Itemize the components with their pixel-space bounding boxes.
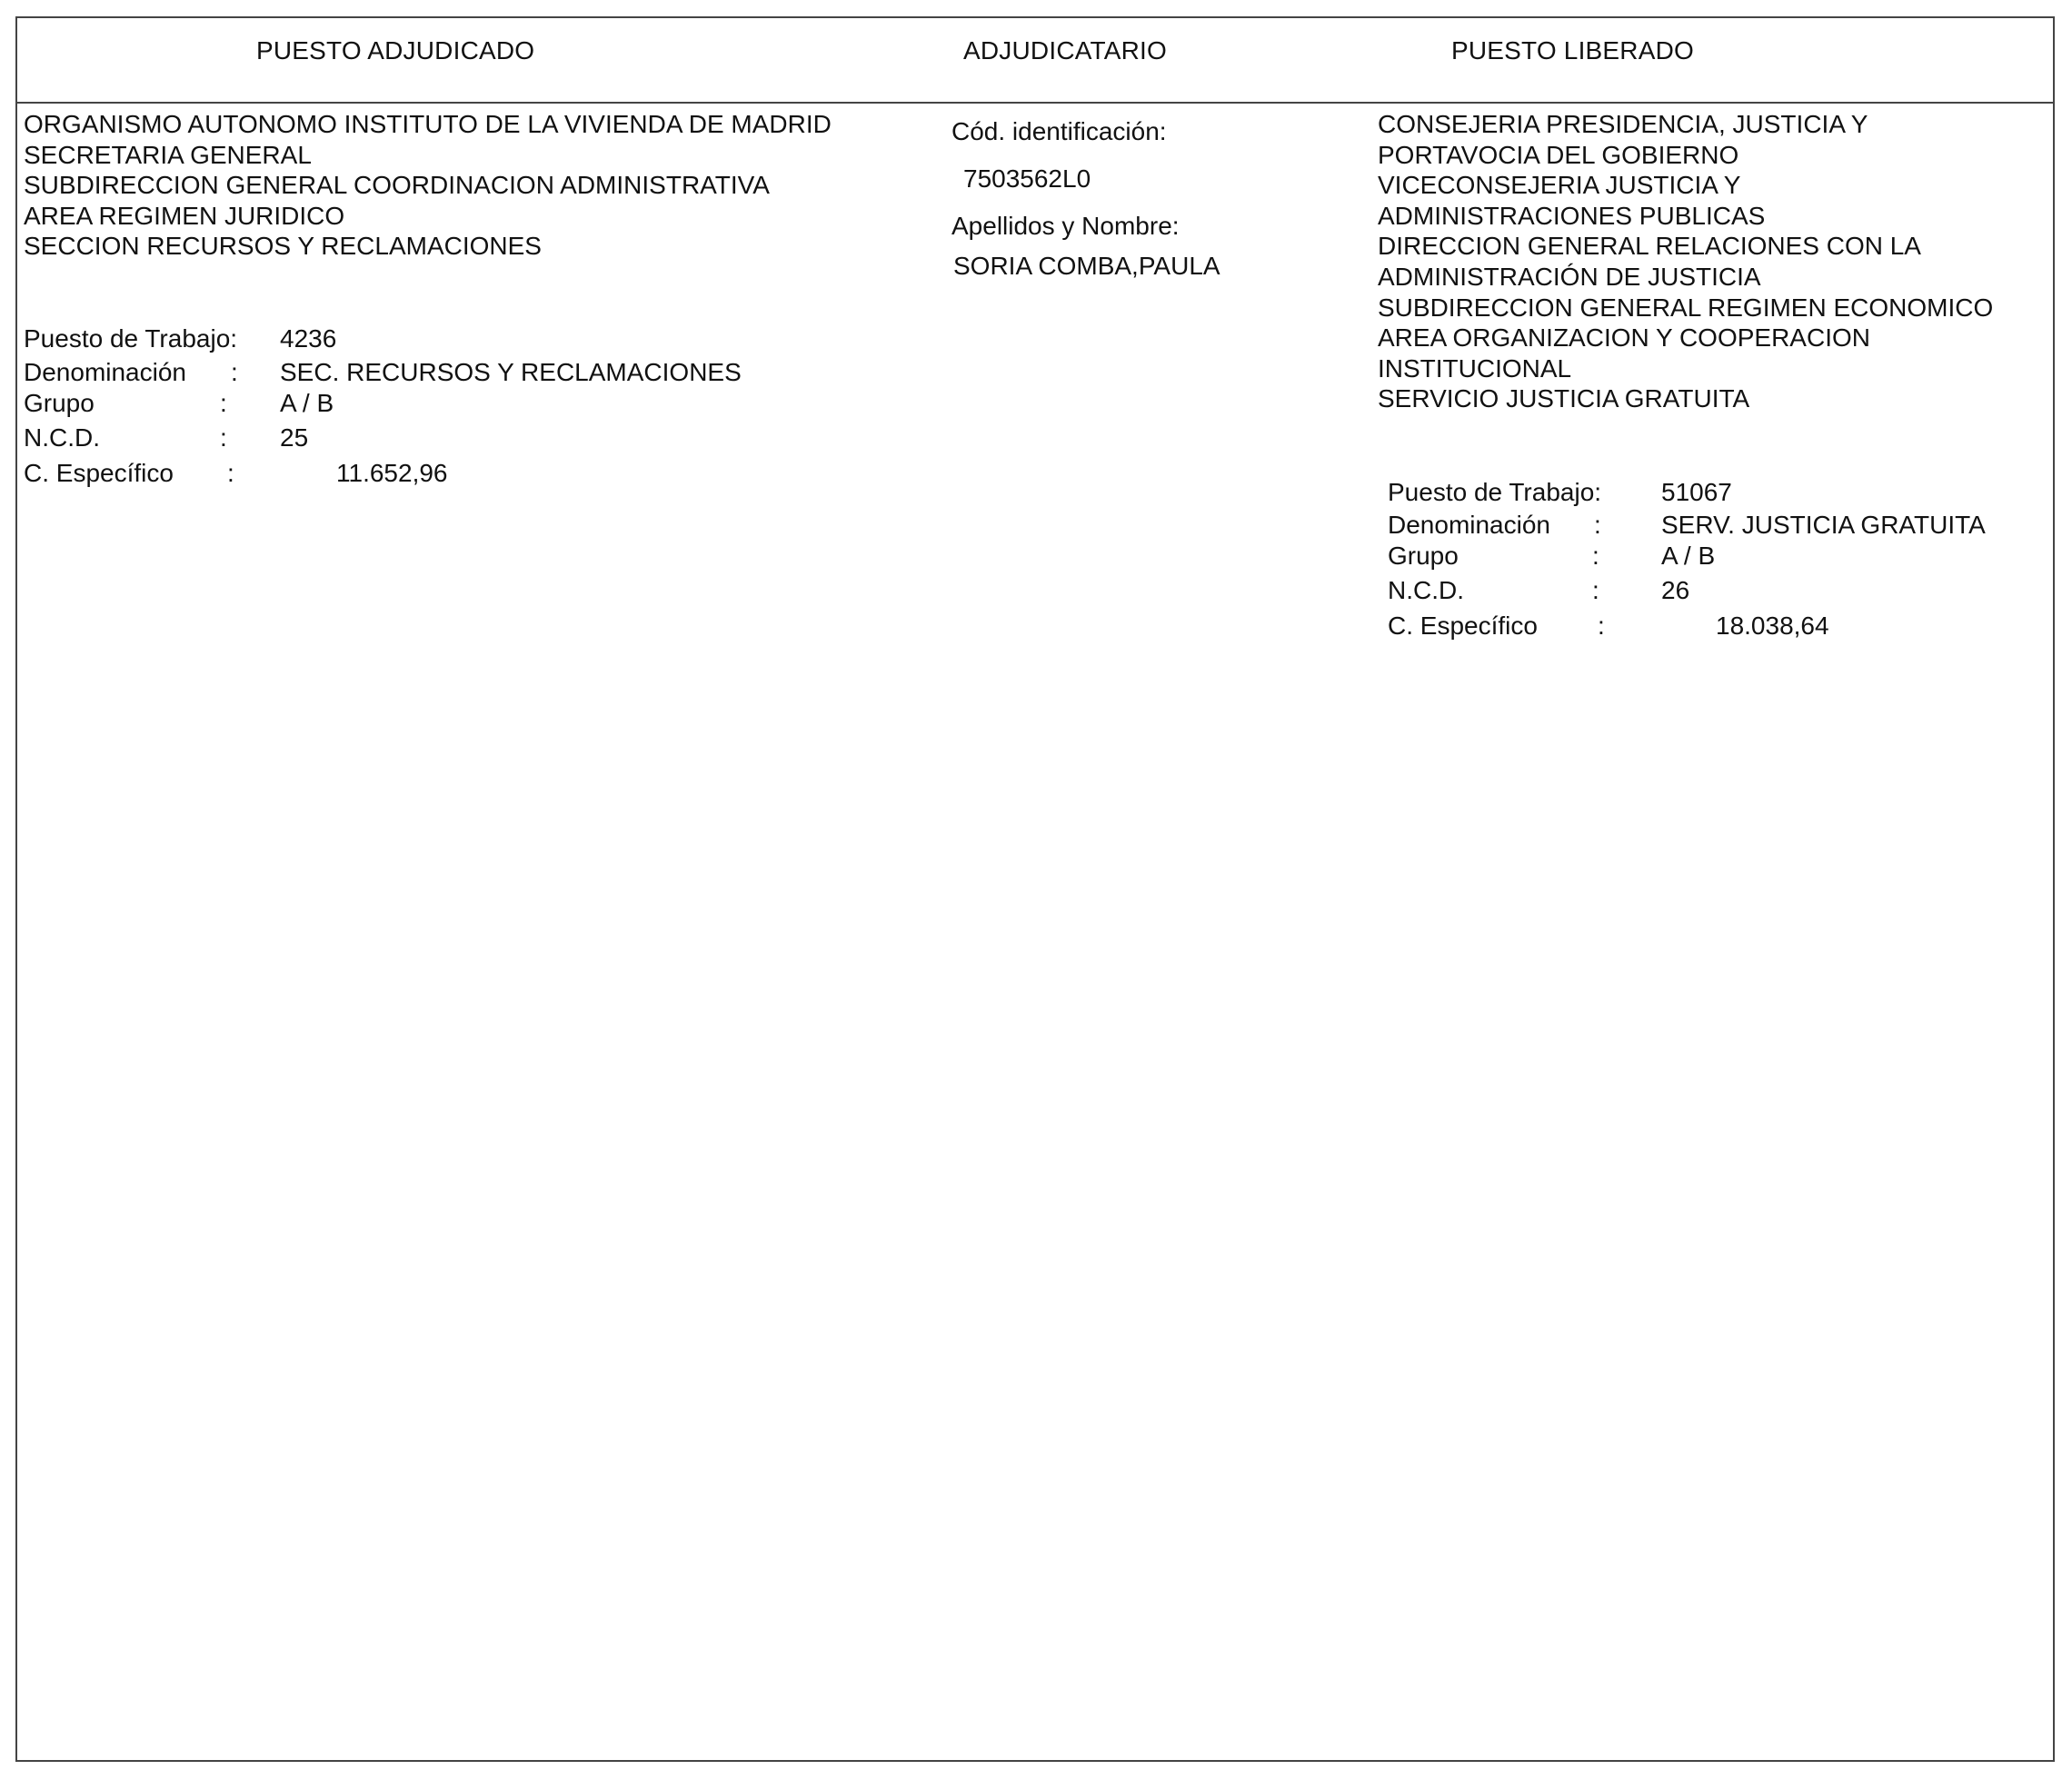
liberado-ncd-colon: : — [1592, 576, 1599, 604]
liberado-ncd-value: 26 — [1661, 576, 1690, 604]
liberado-org-line: ADMINISTRACIÓN DE JUSTICIA — [1378, 262, 1761, 291]
liberado-org-line: SERVICIO JUSTICIA GRATUITA — [1378, 384, 1750, 413]
liberado-puesto-label: Puesto de Trabajo: — [1388, 478, 1602, 506]
adjudicado-especifico-label: C. Específico — [24, 459, 174, 487]
cod-identificacion-label: Cód. identificación: — [951, 117, 1167, 145]
adjudicado-grupo-label: Grupo — [24, 389, 95, 417]
adjudicado-grupo-value: A / B — [280, 389, 334, 417]
adjudicado-org-line: ORGANISMO AUTONOMO INSTITUTO DE LA VIVIENDA DE MADRID — [24, 110, 832, 138]
liberado-especifico-colon: : — [1598, 612, 1605, 640]
adjudicado-especifico-value: 11.652,96 — [336, 459, 448, 487]
header-puesto-adjudicado: PUESTO ADJUDICADO — [256, 36, 535, 65]
liberado-denominacion-value: SERV. JUSTICIA GRATUITA — [1661, 511, 1986, 539]
adjudicado-grupo-colon: : — [220, 389, 227, 417]
liberado-especifico-value: 18.038,64 — [1716, 612, 1829, 640]
adjudicado-organization — [24, 109, 832, 262]
liberado-grupo-colon: : — [1592, 542, 1599, 570]
header-puesto-liberado: PUESTO LIBERADO — [1451, 36, 1695, 65]
cod-identificacion-value: 7503562L0 — [963, 164, 1091, 193]
liberado-puesto-value: 51067 — [1661, 478, 1732, 506]
adjudicado-org-line: SECCION RECURSOS Y RECLAMACIONES — [24, 232, 542, 261]
liberado-organization — [1378, 109, 1993, 414]
header-divider — [15, 102, 2055, 104]
adjudicado-denominacion-value: SEC. RECURSOS Y RECLAMACIONES — [280, 358, 742, 386]
adjudicado-org-line: SECRETARIA GENERAL — [24, 140, 312, 169]
liberado-org-line: CONSEJERIA PRESIDENCIA, JUSTICIA Y — [1378, 110, 1868, 138]
liberado-org-line: ADMINISTRACIONES PUBLICAS — [1378, 201, 1766, 230]
adjudicado-ncd-value: 25 — [280, 423, 309, 452]
liberado-org-line: VICECONSEJERIA JUSTICIA Y — [1378, 171, 1741, 200]
liberado-org-line: INSTITUCIONAL — [1378, 353, 1572, 383]
liberado-denominacion-colon: : — [1594, 511, 1601, 539]
adjudicado-ncd-label: N.C.D. — [24, 423, 100, 452]
adjudicado-org-line: SUBDIRECCION GENERAL COORDINACION ADMINISTRATIVA — [24, 171, 770, 200]
adjudicado-org-line: AREA REGIMEN JURIDICO — [24, 201, 345, 230]
liberado-org-line: SUBDIRECCION GENERAL REGIMEN ECONOMICO — [1378, 293, 1994, 322]
liberado-org-line: PORTAVOCIA DEL GOBIERNO — [1378, 140, 1739, 169]
adjudicado-puesto-label: Puesto de Trabajo: — [24, 324, 238, 353]
liberado-denominacion-label: Denominación — [1388, 511, 1550, 539]
liberado-grupo-label: Grupo — [1388, 542, 1459, 570]
header-adjudicatario: ADJUDICATARIO — [963, 36, 1168, 65]
liberado-especifico-label: C. Específico — [1388, 612, 1538, 640]
adjudicado-denominacion-colon: : — [231, 358, 238, 386]
apellidos-nombre-value: SORIA COMBA,PAULA — [953, 252, 1220, 280]
apellidos-nombre-label: Apellidos y Nombre: — [951, 212, 1180, 240]
liberado-ncd-label: N.C.D. — [1388, 576, 1464, 604]
adjudicado-especifico-colon: : — [227, 459, 234, 487]
adjudicado-denominacion-label: Denominación — [24, 358, 186, 386]
liberado-grupo-value: A / B — [1661, 542, 1716, 570]
liberado-org-line: AREA ORGANIZACION Y COOPERACION — [1378, 323, 1870, 353]
liberado-org-line: DIRECCION GENERAL RELACIONES CON LA — [1378, 232, 1921, 261]
adjudicado-ncd-colon: : — [220, 423, 227, 452]
adjudicado-puesto-value: 4236 — [280, 324, 337, 353]
